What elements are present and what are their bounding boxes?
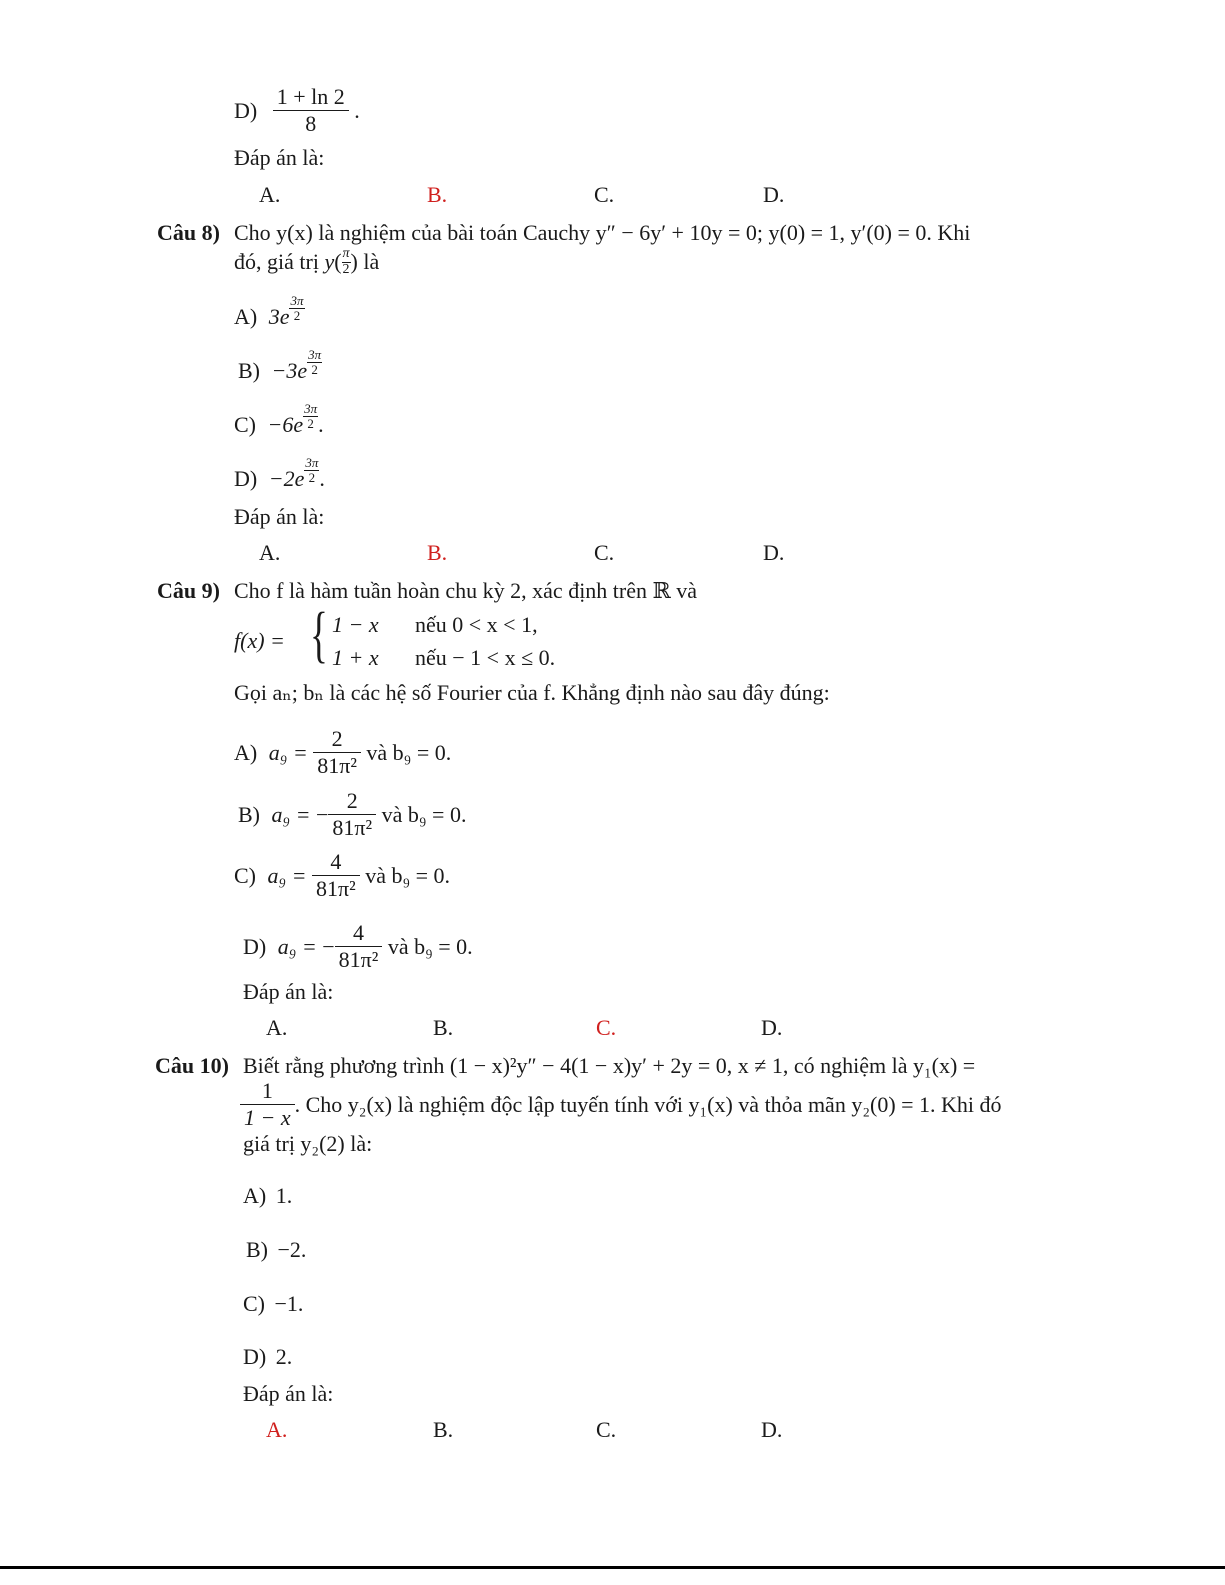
q9-question: Gọi aₙ; bₙ là các hệ số Fourier của f. Khẳng định nào sau đây đúng: [234,680,830,705]
option-suffix: . [354,97,360,123]
q9-option-b[interactable] [238,788,466,842]
option-label: D) [234,466,258,491]
q10-choice-a[interactable]: A. [266,1417,288,1442]
option-label: D) [243,933,267,959]
option-text: −2. [277,1237,307,1262]
q8-stem-line1: Cho y(x) là nghiệm của bài toán Cauchy y″ − 6y′ + 10y = 0; y(0) = 1, y′(0) = 0. Khi [234,220,971,245]
exponent-numerator: 3π [304,400,318,416]
piece1-expression: 1 − x [332,612,379,637]
option-label: C) [243,1291,265,1316]
option-coefficient: −2e [268,466,305,491]
q9-option-a[interactable] [234,726,451,780]
stem-text: đó, giá trị [234,249,319,275]
q8-choice-d[interactable]: D. [763,540,785,565]
option-rest: và b₉ = 0. [381,801,467,827]
fraction-denominator: 8 [305,111,317,137]
q7-choice-b[interactable]: B. [427,182,448,207]
q10-choice-c[interactable]: C. [596,1417,617,1442]
option-coefficient: −6e [267,412,304,437]
q8-stem-line2: đó, giá trị y( $\frac{\pi}{2}$ ) là [234,246,380,277]
option-lhs: a₉ = [268,739,308,765]
exponent-denominator: 2 [311,361,318,377]
option-text: 2. [275,1344,293,1369]
option-lhs: a₉ = [271,801,311,827]
option-label: A) [234,739,258,765]
q9-choice-c[interactable]: C. [596,1015,617,1040]
option-label: A) [243,1183,267,1208]
fraction-numerator: 1 + ln 2 [273,84,349,111]
option-rest: và b₉ = 0. [387,933,473,959]
option-label: B) [238,801,260,827]
option-label: C) [234,412,256,437]
fraction-denominator: 1 − x [244,1105,291,1131]
q7-choice-c[interactable]: C. [594,182,615,207]
fraction-denominator: 81π² [317,753,357,779]
option-rest: và b₉ = 0. [365,862,451,888]
q8-number: Câu 8) [157,220,220,245]
q10-option-c[interactable] [243,1293,303,1315]
q8-choice-c[interactable]: C. [594,540,615,565]
option-coefficient: −3e [271,358,308,383]
stem-text: là [363,249,380,275]
q7-choice-a[interactable]: A. [259,182,281,207]
fraction-denominator: 81π² [332,815,373,841]
q7-choice-d[interactable]: D. [763,182,785,207]
q10-answer-label: Đáp án là: [243,1381,334,1406]
q10-stem-line1: Biết rằng phương trình (1 − x)²y″ − 4(1 − x)y′ + 2y = 0, x ≠ 1, có nghiệm là y₁(x) = [243,1053,976,1078]
q9-number: Câu 9) [157,578,220,603]
fraction-denominator: 81π² [338,947,379,973]
option-lhs: a₉ = [267,862,307,888]
option-lhs: a₉ = [277,933,317,959]
option-label: B) [246,1237,268,1262]
option-label: C) [234,862,256,888]
option-text: 1. [275,1183,293,1208]
q7-answer-label: Đáp án là: [234,145,325,170]
fraction-numerator: 4 [312,849,360,876]
option-label: B) [238,358,260,383]
exponent-numerator: 3π [290,292,304,308]
q10-choice-b[interactable]: B. [433,1417,454,1442]
option-suffix: . [318,412,324,437]
q9-choice-d[interactable]: D. [761,1015,783,1040]
q9-answer-label: Đáp án là: [243,979,334,1004]
q10-option-b[interactable] [246,1239,306,1261]
q8-choice-b[interactable]: B. [427,540,448,565]
option-coefficient: 3e [268,304,290,329]
q7-option-d [234,84,360,138]
option-text: −1. [274,1291,304,1316]
q9-option-d[interactable] [243,920,473,974]
q9-option-c[interactable] [234,849,450,903]
q7-option-d-fraction [273,84,349,138]
fraction-numerator: 2 [328,788,376,815]
piece2-condition: nếu − 1 < x ≤ 0. [415,645,556,670]
stem-text: . Cho y₂(x) là nghiệm độc lập tuyến tính với y₁(x) và thỏa mãn y₂(0) = 1. Khi đó [294,1091,1002,1117]
option-label: D) [234,97,258,123]
exponent-denominator: 2 [293,307,301,323]
option-sign: − [322,933,335,959]
q9-choice-b[interactable]: B. [433,1015,454,1040]
exponent-denominator: 2 [308,469,316,485]
q10-fraction [240,1078,295,1132]
q10-number: Câu 10) [155,1053,229,1078]
fraction-denominator: 81π² [316,876,356,902]
piecewise-lhs: f(x) = [234,628,285,653]
option-label: D) [243,1344,267,1369]
q10-option-d[interactable] [243,1346,292,1368]
option-label: A) [234,304,258,329]
exponent-numerator: 3π [308,346,322,362]
fraction-numerator: 2 [313,726,361,753]
left-brace-icon: { [309,601,328,669]
q10-option-a[interactable] [243,1185,292,1207]
fraction-numerator: 4 [335,920,383,947]
option-sign: − [316,801,329,827]
exponent-denominator: 2 [307,415,314,431]
option-suffix: . [319,466,325,491]
piece2-expression: 1 + x [332,645,379,670]
q9-choice-a[interactable]: A. [266,1015,288,1040]
fraction-numerator: 1 [240,1078,295,1105]
q9-stem: Cho f là hàm tuần hoàn chu kỳ 2, xác định trên ℝ và [234,578,698,603]
q8-choice-a[interactable]: A. [259,540,281,565]
q10-stem-line3: giá trị y₂(2) là: [243,1131,373,1156]
q8-answer-label: Đáp án là: [234,504,325,529]
exponent-numerator: 3π [305,454,319,470]
q10-stem-line2 [240,1078,1002,1132]
option-rest: và b₉ = 0. [366,739,452,765]
piece1-condition: nếu 0 < x < 1, [415,612,538,637]
q10-choice-d[interactable]: D. [761,1417,783,1442]
page-bottom-border [0,1566,1225,1569]
